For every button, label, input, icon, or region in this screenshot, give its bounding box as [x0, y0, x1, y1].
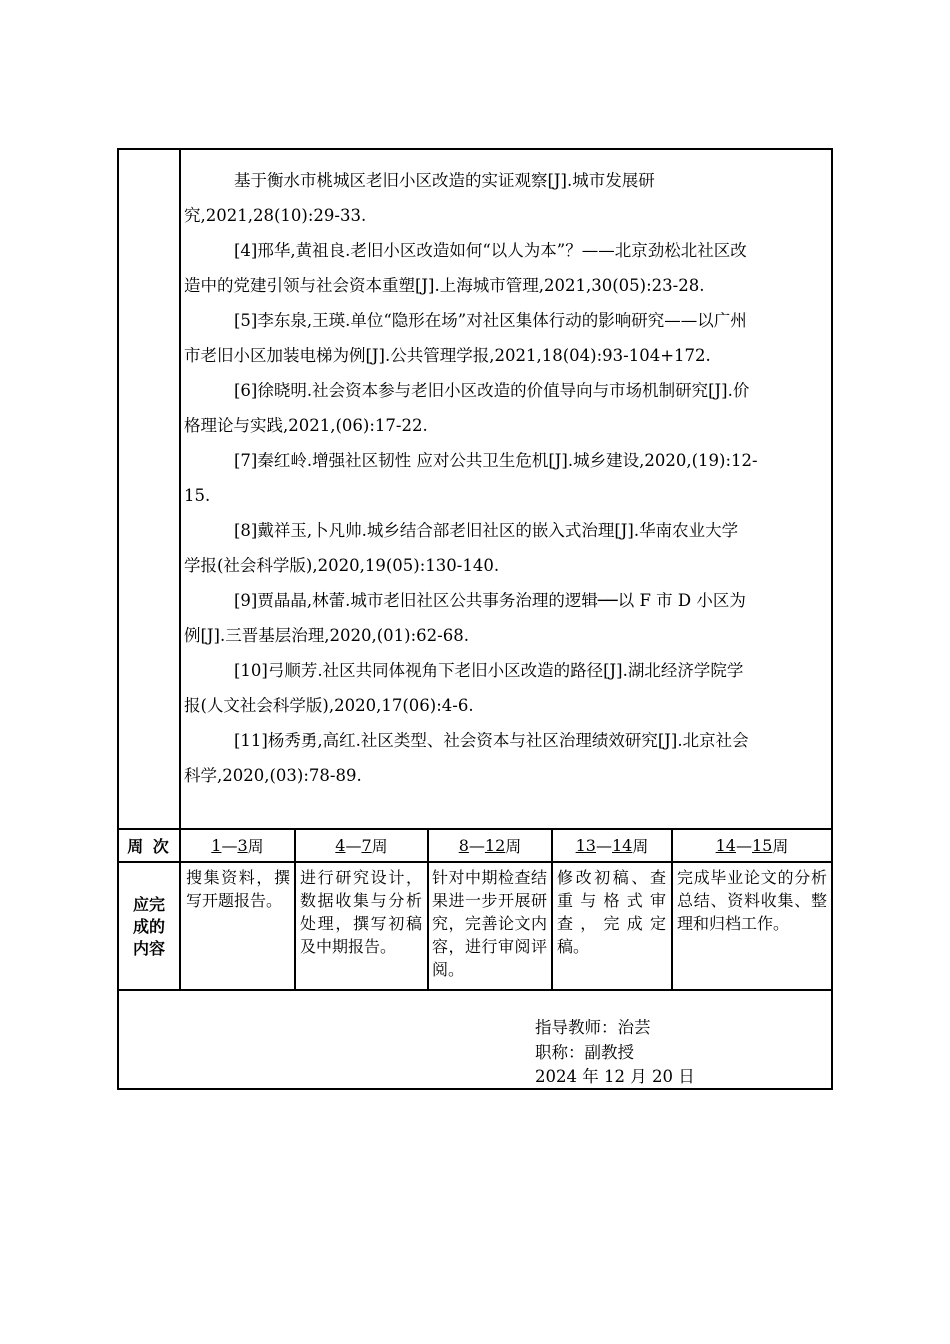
task-description: 完成毕业论文的分析总结、资料收集、整理和归档工作。 [677, 868, 827, 933]
task-description: 搜集资料，撰写开题报告。 [186, 868, 290, 910]
week-range: 1 — 3 周 [211, 835, 264, 856]
week-range: 13 — 14 周 [575, 835, 649, 856]
reference-item: [7]秦红岭.增强社区韧性 应对公共卫生危机[J].城乡建设,2020,(19):12- 15. [184, 451, 758, 505]
task-description: 进行研究设计，数据收集与分析处理，撰写初稿及中期报告。 [300, 868, 422, 956]
table-divider [118, 861, 832, 863]
task-header-label: 应完 成的 内容 [132, 895, 165, 958]
week-range: 8 — 12 周 [458, 835, 522, 856]
week-header-label: 周 次 [127, 836, 171, 856]
table-divider [118, 989, 832, 991]
advisor-title: 职称：副教授 [535, 1042, 634, 1062]
reference-item: [5]李东泉,王瑛.单位“隐形在场”对社区集体行动的影响研究——以广州 市老旧小区加装电梯为例[J].公共管理学报,2021,18(04):93-104+172. [184, 311, 747, 365]
reference-item: [4]邢华,黄祖良.老旧小区改造如何“以人为本”？——北京劲松北社区改 造中的党建引领与社会资本重塑[J].上海城市管理,2021,30(05):23-28. [184, 241, 747, 295]
reference-item: [10]弓顺芳.社区共同体视角下老旧小区改造的路径[J].湖北经济学院学 报(人文社会科学版),2020,17(06):4-6. [184, 661, 744, 715]
reference-item: [11]杨秀勇,高红.社区类型、社会资本与社区治理绩效研究[J].北京社会 科学,2020,(03):78-89. [184, 731, 749, 785]
reference-item: [6]徐晓明.社会资本参与老旧小区改造的价值导向与市场机制研究[J].价 格理论与实践,2021,(06):17-22. [184, 381, 750, 435]
week-range: 14 — 15 周 [715, 835, 789, 856]
week-range: 4 — 7 周 [335, 835, 388, 856]
signature-block [535, 1016, 695, 1090]
advisor-name: 指导教师：治芸 [535, 1018, 651, 1037]
table-divider [179, 149, 181, 990]
reference-list [184, 163, 824, 793]
signature-date: 2024 年 12 月 20 日 [535, 1067, 695, 1086]
reference-item: [9]贾晶晶,林蕾.城市老旧社区公共事务治理的逻辑──以 F 市 D 小区为 例[J].三晋基层治理,2020,(01):62-68. [184, 591, 746, 645]
task-description: 修改初稿、查重与格式审查，完成定稿。 [557, 868, 666, 956]
task-description: 针对中期检查结果进一步开展研究，完善论文内容，进行审阅评阅。 [432, 868, 547, 979]
reference-item: 基于衡水市桃城区老旧小区改造的实证观察[J].城市发展研 究,2021,28(10):29-33. [184, 171, 655, 225]
reference-item: [8]戴祥玉,卜凡帅.城乡结合部老旧社区的嵌入式治理[J].华南农业大学 学报(社会科学版),2020,19(05):130-140. [184, 521, 739, 575]
